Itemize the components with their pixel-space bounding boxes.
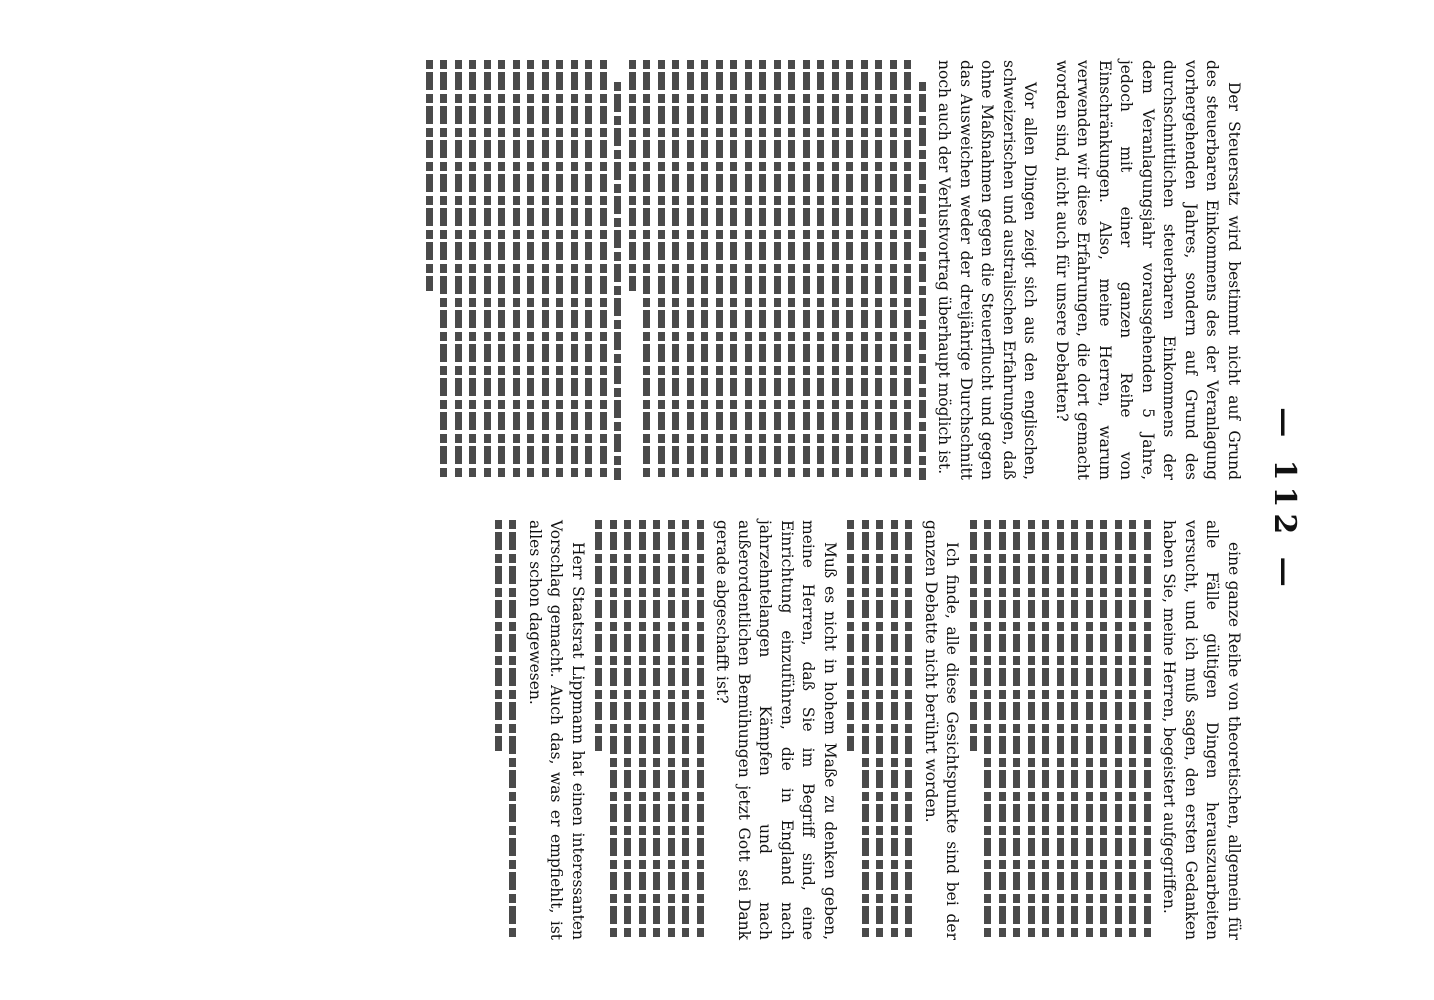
paragraph: Herr Staatsrat Lippmann hat einen interessanten Vorschlag gemacht. Auch das, was er empfiehlt, ist alles schon dagewesen. [526,520,587,940]
illegible-text-block [495,520,517,940]
text-column-right [488,520,1245,940]
paragraph: Vor allen Dingen zeigt sich aus den englischen, schweizerischen und australischen Erfahrungen, daß ohne Maßnahmen gegen die Steuerflucht und gegen das Ausweichen weder der dreijährige Durchschnitt noch auch der Verlustvortrag überhaupt möglich ist. [935,60,1040,480]
paragraph: Der Steuersatz wird bestimmt nicht auf Grund des steuerbaren Einkommens des der Veranlagung vorhergehenden Jahres, sondern auf Grund des durchschnittlichen steuerbaren Einkommens der dem Veranlagungsjahr vorausgehenden 5 Jahre, jedoch mit einer ganzen Reihe von Einschränkungen. Also, meine Herren, warum verwenden wir diese Erfahrungen, die dort gemacht worden sind, nicht auch für unsere Debatten? [1053,60,1243,480]
illegible-text-block [970,520,1151,940]
page-number: — 112 — [1267,407,1302,593]
illegible-text-block [426,60,926,480]
paragraph: eine ganze Reihe von theoretischen, allgemein für alle Fälle gültigen Dingen herauszuarbeiten versucht, und ich muß sagen, den ersten Gedanken haben Sie, meine Herren, begeistert aufgegriffen. [1160,520,1243,940]
illegible-text-block [848,520,913,940]
paragraph: Muß es nicht in hohem Maße zu denken geben, meine Herren, daß Sie im Begriff sind, eine Einrichtung einzuführen, die in England nach jahrzehntelangen Kämpfen und nach außerordentlichen Bemühungen jetzt Gott sei Dank gerade abgeschafft ist? [713,520,839,940]
illegible-text-block [596,520,705,940]
paragraph: Ich finde, alle diese Gesichtspunkte sind bei der ganzen Debatte nicht berührt worden. [922,520,962,940]
text-column-left [419,60,1245,480]
